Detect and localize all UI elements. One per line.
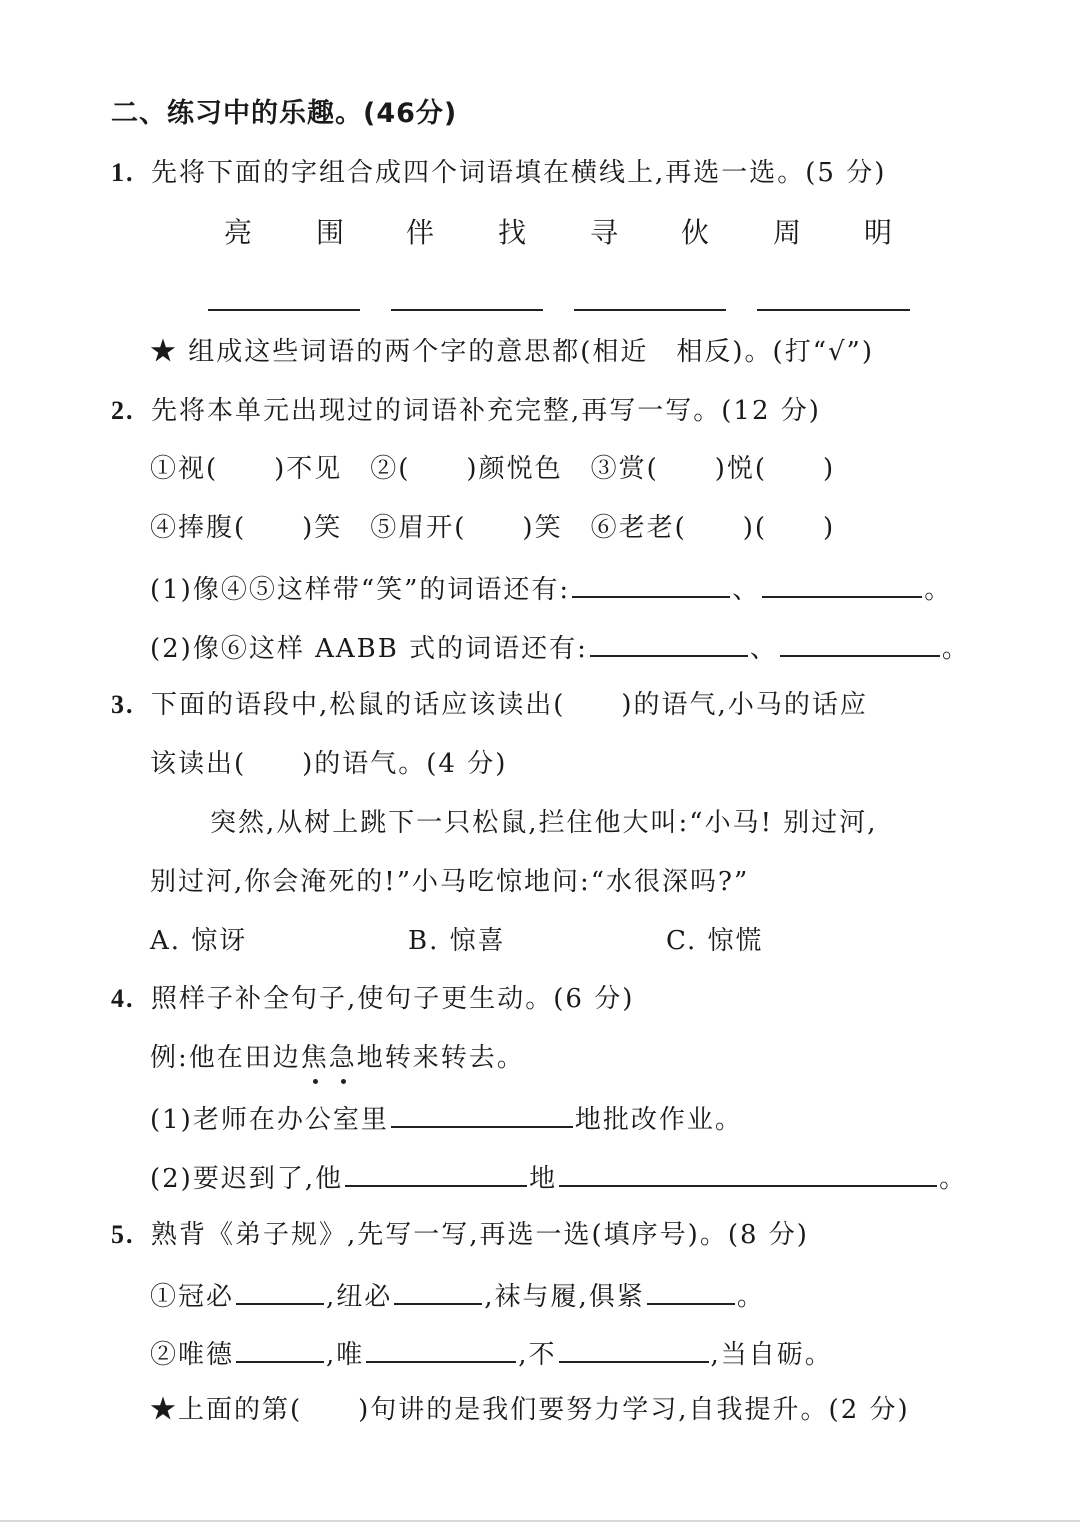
answer-blank[interactable]: [208, 309, 360, 311]
verse-text: ②唯德: [150, 1340, 235, 1370]
passage-line-2: 别过河,你会淹死的!”小马吃惊地问:“水很深吗?”: [150, 867, 750, 897]
sub-question-1: [150, 1100, 743, 1137]
idiom-row-1: ①视( )不见 ②( )颜悦色 ③赏( )悦( ): [150, 454, 836, 484]
period: 。: [939, 1164, 968, 1194]
answer-blank[interactable]: [236, 1335, 324, 1363]
sub-question-text: (2)像⑥这样 AABB 式的词语还有:: [150, 634, 588, 664]
question-number: 1.: [111, 158, 135, 187]
question-text: 熟背《弟子规》,先写一写,再选一选(填序号)。(8 分): [151, 1220, 809, 1250]
verse-text: ,纽必: [326, 1282, 393, 1312]
verse-line-2: [150, 1335, 833, 1372]
question-1: [111, 156, 886, 190]
choice-instruction: ★上面的第( )句讲的是我们要努力学习,自我提升。(2 分): [150, 1395, 910, 1425]
answer-blank[interactable]: [236, 1277, 324, 1305]
character: 伙: [681, 216, 710, 249]
sub-question-text: 地批改作业。: [574, 1105, 743, 1135]
question-4: [111, 982, 634, 1016]
verse-text: ①冠必: [150, 1282, 235, 1312]
page-edge: [0, 1520, 1080, 1522]
answer-blank[interactable]: [394, 1277, 482, 1305]
question-2: [111, 394, 821, 428]
answer-blank[interactable]: [574, 309, 726, 311]
example-sentence: [150, 1041, 525, 1075]
question-3: [111, 688, 868, 722]
example-text: 地转来转去。: [356, 1043, 525, 1073]
answer-blank[interactable]: [757, 309, 910, 311]
question-text: 下面的语段中,松鼠的话应该读出( )的语气,小马的话应: [151, 690, 868, 720]
passage-line-1: 突然,从树上跳下一只松鼠,拦住他大叫:“小马! 别过河,: [210, 808, 878, 838]
question-number: 4.: [111, 984, 135, 1013]
example-text: 例:他在田边: [150, 1043, 301, 1073]
idiom-row-2: ④捧腹( )笑 ⑤眉开( )笑 ⑥老老( )( ): [150, 513, 836, 543]
verse-line-1: [150, 1277, 765, 1314]
character-row: [0, 216, 1080, 256]
character: 明: [864, 216, 893, 249]
question-number: 3.: [111, 690, 135, 719]
answer-blank[interactable]: [345, 1159, 527, 1187]
option-b[interactable]: B. 惊喜: [408, 926, 506, 956]
character: 伴: [406, 216, 435, 249]
character: 找: [498, 216, 527, 249]
section-title: 二、练习中的乐趣。(46分): [111, 98, 458, 129]
answer-blank[interactable]: [590, 629, 748, 657]
option-a[interactable]: A. 惊讶: [150, 926, 248, 956]
question-text: 先将下面的字组合成四个词语填在横线上,再选一选。(5 分): [151, 158, 887, 188]
verse-text: ,唯: [326, 1340, 365, 1370]
answer-blank[interactable]: [366, 1335, 516, 1363]
sub-question-1: [150, 570, 952, 607]
sub-question-text: (1)像④⑤这样带“笑”的词语还有:: [150, 575, 571, 605]
separator: 、: [749, 634, 778, 664]
answer-blank[interactable]: [559, 1335, 709, 1363]
sub-question-text: 地: [529, 1164, 558, 1194]
sub-question-text: (2)要迟到了,他: [150, 1164, 344, 1194]
answer-blank[interactable]: [559, 1159, 937, 1187]
sub-question-2: [150, 629, 970, 666]
verse-text: ,不: [518, 1340, 557, 1370]
question-number: 5.: [111, 1220, 135, 1249]
character: 寻: [590, 216, 619, 249]
answer-blank[interactable]: [391, 309, 543, 311]
verse-text: 。: [736, 1282, 765, 1312]
option-c[interactable]: C. 惊慌: [666, 926, 764, 956]
question-number: 2.: [111, 396, 135, 425]
sub-question-2: [150, 1159, 967, 1196]
question-text: 照样子补全句子,使句子更生动。(6 分): [151, 984, 635, 1014]
emphasis-char: 焦: [300, 1043, 329, 1073]
answer-blank[interactable]: [762, 570, 922, 598]
period: 。: [924, 575, 953, 605]
verse-text: ,袜与履,俱紧: [484, 1282, 645, 1312]
character: 围: [316, 216, 345, 249]
answer-blank[interactable]: [572, 570, 730, 598]
question-text-continued: 该读出( )的语气。(4 分): [150, 749, 508, 779]
answer-blank[interactable]: [647, 1277, 735, 1305]
emphasis-char: 急: [328, 1043, 357, 1073]
answer-blank[interactable]: [391, 1100, 573, 1128]
sub-question-text: (1)老师在办公室里: [150, 1105, 389, 1135]
choice-instruction: ★ 组成这些词语的两个字的意思都(相近 相反)。(打“√”): [150, 337, 874, 367]
character: 周: [773, 216, 802, 249]
verse-text: ,当自砺。: [710, 1340, 833, 1370]
period: 。: [941, 634, 970, 664]
question-text: 先将本单元出现过的词语补充完整,再写一写。(12 分): [151, 396, 821, 426]
answer-blank[interactable]: [780, 629, 940, 657]
separator: 、: [732, 575, 761, 605]
character: 亮: [224, 216, 253, 249]
question-5: [111, 1218, 809, 1252]
